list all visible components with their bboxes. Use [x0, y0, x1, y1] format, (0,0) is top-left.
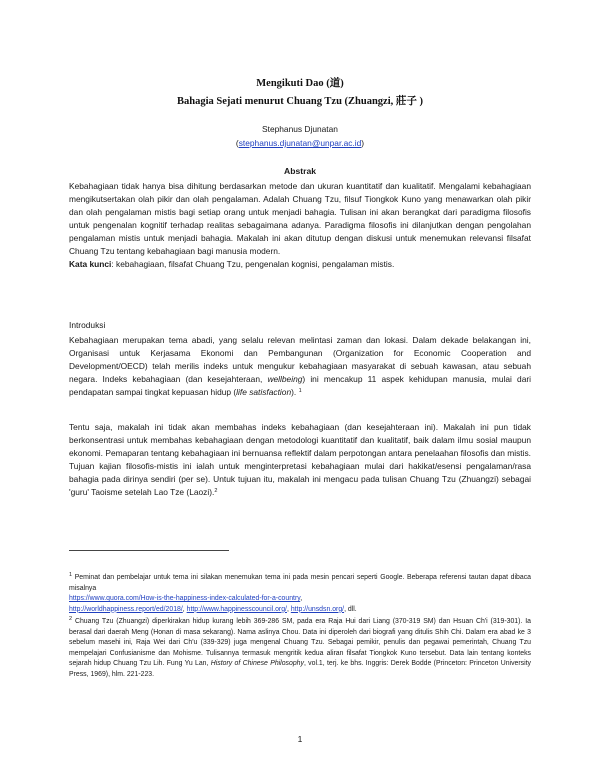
abstract-heading: Abstrak	[284, 166, 316, 176]
author-email-link[interactable]: stephanus.djunatan@unpar.ac.id	[238, 138, 362, 148]
footnote-link-happinesscouncil[interactable]: http://www.happinesscouncil.org/	[186, 605, 287, 613]
keywords-text: : kebahagiaan, filsafat Chuang Tzu, pengenalan kognisi, pengalaman mistis.	[111, 259, 395, 269]
footnote-divider	[69, 550, 229, 551]
intro-p2-text: Tentu saja, makalah ini tidak akan membahas indeks kebahagiaan (dan kesejahteraan ini). Makalah ini pun tidak berkonsentrasi untuk membahas kebahagiaan dengan metodologi kuantitatif dan kualitatif, baik dalam ilmu sosial maupun ekonomi. Pemaparan tentang kebahagiaan ini bernuansa reflektif dalam perpotongan antara penelaahan filosofis dan mistis. Tujuan kajian filosofis-mistis ini ialah untuk menginterpretasi kebahagiaan mulai dari hakikat/esensi pengalaman/rasa bahagia pada dirinya sendiri (per se). Untuk tujuan itu, makalah ini mengacu pada tulisan Chuang Tzu (Zhuangzi) sebagai 'guru' Taoisme setelah Lao Tze (Laozi).	[69, 422, 531, 497]
abstract-text: Kebahagiaan tidak hanya bisa dihitung berdasarkan metode dan ukuran kuantitatif dan kualitatif. Mengalami kebahagiaan mengikutsertakan olah pikir dan olah pengalaman. Adalah Chuang Tzu, filsuf Tiongkok Kuno yang menawarkan olah pikir dan olah pengalaman mistis bagi setiap orang untuk menjadi bahagia. Tulisan ini akan berangkat dari paradigma filosofis untuk pengenalan kognitif terhadap realitas sebagaimana adanya. Paradigma filosofis ini dilanjutkan dengan pengolahan pengalaman mistis untuk menjadi bahagia. Makalah ini akan ditutup dengan diskusi untuk menemukan relevansi filsafat Chuang Tzu tentang kebahagiaan bagi manusia modern.	[69, 181, 531, 256]
footnote-2-number: 2	[69, 616, 73, 622]
paper-title-line-1: Mengikuti Dao (道)	[256, 78, 344, 89]
footnote-1-number: 1	[69, 572, 73, 578]
footnote-1-text: Peminat dan pembelajar untuk tema ini silakan menemukan tema ini pada mesin pencari seperti Google. Beberapa referensi tautan dapat dibaca misalnya	[69, 574, 531, 592]
author-email-line	[69, 137, 531, 150]
intro-p1-life-satisfaction: life satisfaction	[236, 387, 292, 397]
paper-title-line-2: Bahagia Sejati menurut Chuang Tzu (Zhuangzi, 莊子 )	[176, 96, 423, 107]
abstract-section	[69, 180, 531, 271]
email-open-paren: (	[235, 138, 239, 148]
intro-paragraph-2	[69, 421, 531, 499]
footnote-link-worldhappiness[interactable]: http://worldhappiness.report/ed/2018/	[69, 605, 183, 613]
intro-p1-part-b: ) ini mencakup 11 aspek kehidupan manusia, mulai dari pendapatan sampai tingkat kepuasan hidup (	[69, 374, 531, 397]
footnote-2-text-b: , vol.1, terj. ke bhs. Inggris: Derek Bodde (Princeton: Princeton University Press, 1969), hlm. 221-223.	[69, 660, 531, 678]
footnote-ref-1[interactable]: 1	[298, 388, 302, 394]
page-number: 1	[297, 734, 303, 744]
footnote-2-book-title: History of Chinese Philosophy	[210, 660, 304, 668]
email-close-paren: )	[361, 138, 365, 148]
intro-p1-part-a: Kebahagiaan merupakan tema abadi, yang selalu relevan melintasi zaman dan lokasi. Dalam dekade belakangan ini, Organisasi untuk Kerjasama Ekonomi dan Pembangunan (Organization for Economic Cooperation and Development/OECD) telah merilis indeks untuk mengukur kebahagiaan masyarakat di sebuah kawasan, atau sebuah negara. Indeks kebahagiaan (dan kesejahteraan,	[69, 335, 531, 384]
footnote-link-unsdsn[interactable]: http://unsdsn.org/	[290, 605, 345, 613]
footnote-sep-3: ,	[286, 605, 291, 613]
footnote-2	[69, 617, 531, 681]
intro-p1-wellbeing: wellbeing	[267, 374, 303, 384]
keywords-line	[69, 258, 531, 271]
footnote-2-text-a: Chuang Tzu (Zhuangzi) diperkirakan hidup kurang lebih 369-286 SM, pada era Raja Hui dari Liang (370-319 SM) dan Hsuan Ch'i (319-301). Ia berasal dari daerah Meng (Honan di masa sekarang). Nama aslinya Chou. Data ini diperoleh dari biografi yang ditulis Shih Chi. Dalam era abad ke 3 sebelum masehi ini, Raja Wei dari Ch'u (339-329) juga mengenal Chuang Tzu. Sebagai pemikir, penulis dan pegawai pemerintah, Chuang Tzu mempelajari Confusianisme dan Mohisme. Tulisannya termasuk mengritik kedua aliran filsafat Tiongkok Kuno tersebut. Data lain tentang konteks sejarah hidup Chuang Tzu Lih. Fung Yu Lan,	[69, 618, 531, 668]
footnote-1-end: , dll.	[344, 605, 357, 613]
footnote-sep-1: ,	[300, 595, 303, 603]
intro-heading: Introduksi	[69, 320, 106, 330]
footnote-sep-2: ,	[182, 605, 187, 613]
intro-paragraph-1	[69, 334, 531, 399]
footnote-1	[69, 573, 531, 615]
footnote-ref-2[interactable]: 2	[214, 488, 218, 494]
author-name: Stephanus Djunatan	[262, 124, 338, 134]
keywords-label: Kata kunci	[69, 259, 112, 269]
intro-p1-part-c: ).	[291, 387, 299, 397]
footnote-link-quora[interactable]: https://www.quora.com/How-is-the-happiness-index-calculated-for-a-country	[69, 595, 301, 603]
